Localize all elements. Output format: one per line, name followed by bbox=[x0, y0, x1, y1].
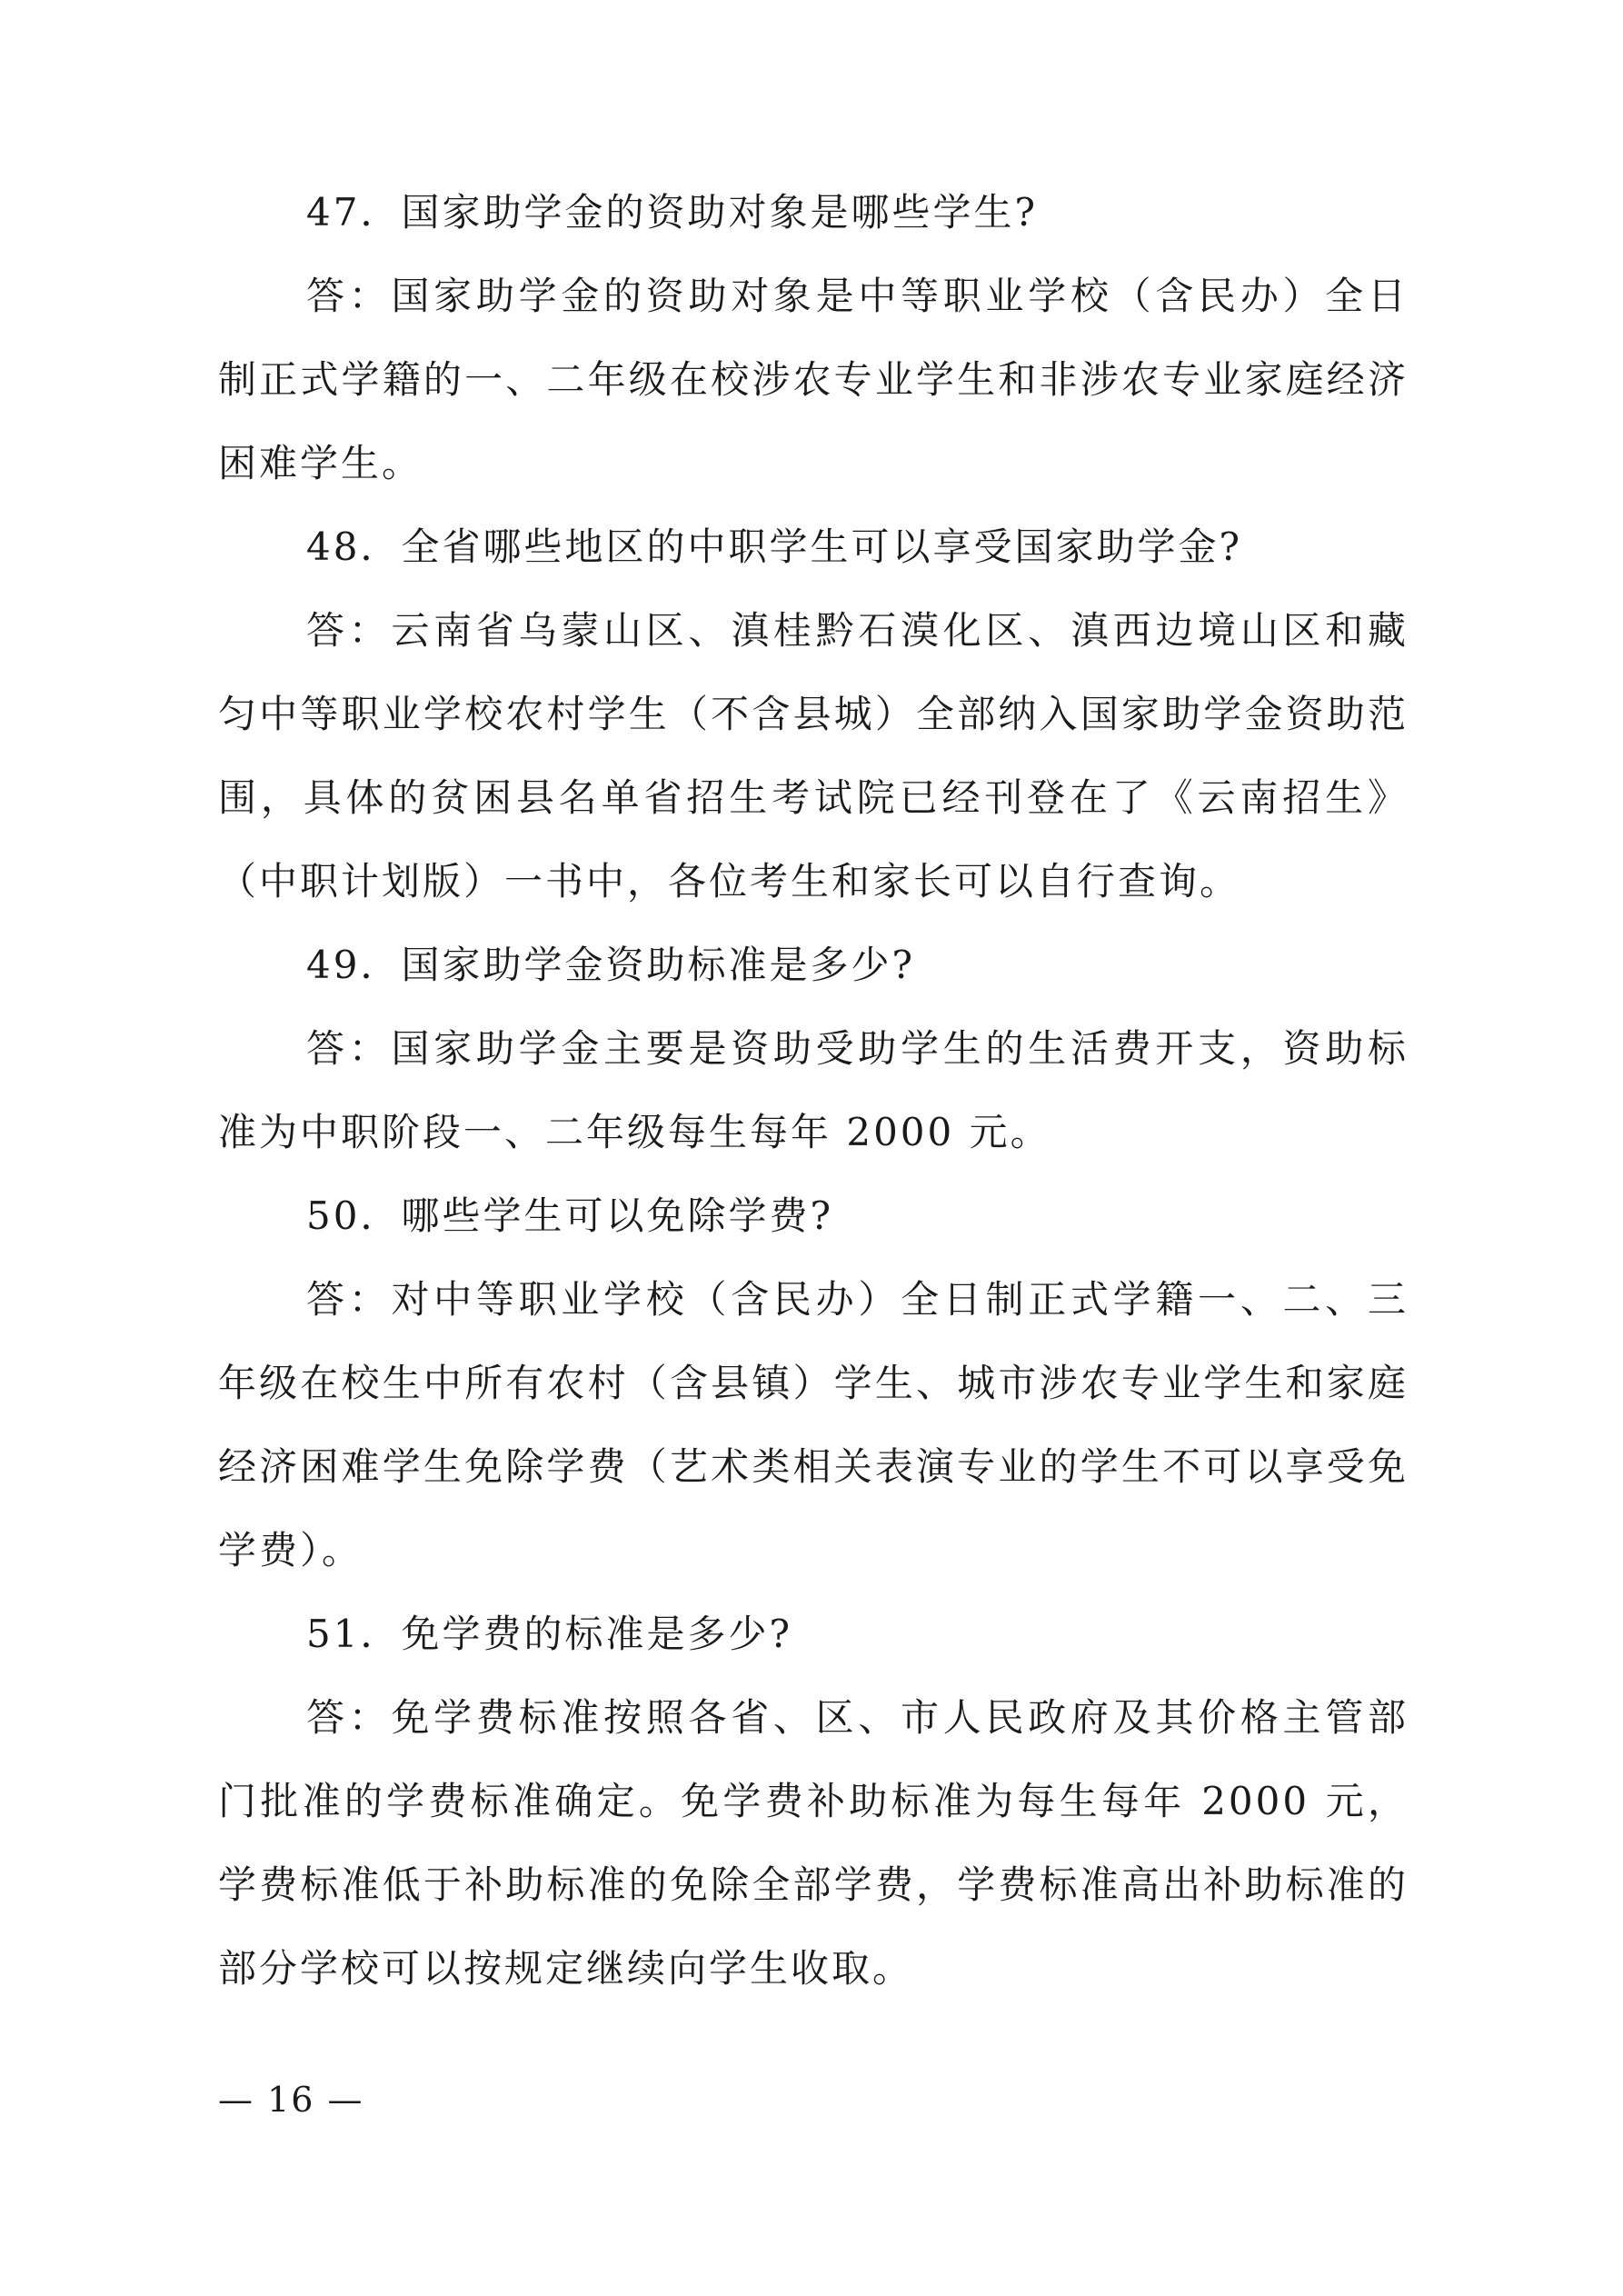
page-number: — 16 — bbox=[218, 2080, 364, 2120]
answer-48: 答：云南省乌蒙山区、滇桂黔石漠化区、滇西边境山区和藏匀中等职业学校农村学生（不含县城）全部纳入国家助学金资助范围，具体的贫困县名单省招生考试院已经刊登在了《云南招生》（中职计划版）一书中，各位考生和家长可以自行查询。 bbox=[218, 608, 1409, 903]
qa-item-51 bbox=[218, 1592, 1409, 2011]
question-51: 51．免学费的标准是多少? bbox=[306, 1612, 792, 1656]
question-50: 50．哪些学生可以免除学费? bbox=[306, 1193, 833, 1238]
qa-content bbox=[218, 171, 1409, 2011]
answer-50: 答：对中等职业学校（含民办）全日制正式学籍一、二、三年级在校生中所有农村（含县镇）学生、城市涉农专业学生和家庭经济困难学生免除学费（艺术类相关表演专业的学生不可以享受免学费）。 bbox=[218, 1277, 1409, 1572]
answer-49: 答：国家助学金主要是资助受助学生的生活费开支，资助标准为中职阶段一、二年级每生每年 2000 元。 bbox=[218, 1026, 1409, 1154]
question-49: 49．国家助学金资助标准是多少? bbox=[306, 943, 915, 987]
qa-item-47 bbox=[218, 171, 1409, 505]
answer-51: 答：免学费标准按照各省、区、市人民政府及其价格主管部门批准的学费标准确定。免学费补助标准为每生每年 2000 元，学费标准低于补助标准的免除全部学费，学费标准高出补助标准的部分学校可以按规定继续向学生收取。 bbox=[218, 1695, 1409, 1991]
qa-item-50 bbox=[218, 1174, 1409, 1592]
qa-item-48 bbox=[218, 505, 1409, 923]
answer-47: 答：国家助学金的资助对象是中等职业学校（含民办）全日制正式学籍的一、二年级在校涉农专业学生和非涉农专业家庭经济困难学生。 bbox=[218, 274, 1409, 485]
question-47: 47．国家助学金的资助对象是哪些学生? bbox=[306, 190, 1038, 235]
question-48: 48．全省哪些地区的中职学生可以享受国家助学金? bbox=[306, 524, 1242, 569]
qa-item-49 bbox=[218, 923, 1409, 1174]
